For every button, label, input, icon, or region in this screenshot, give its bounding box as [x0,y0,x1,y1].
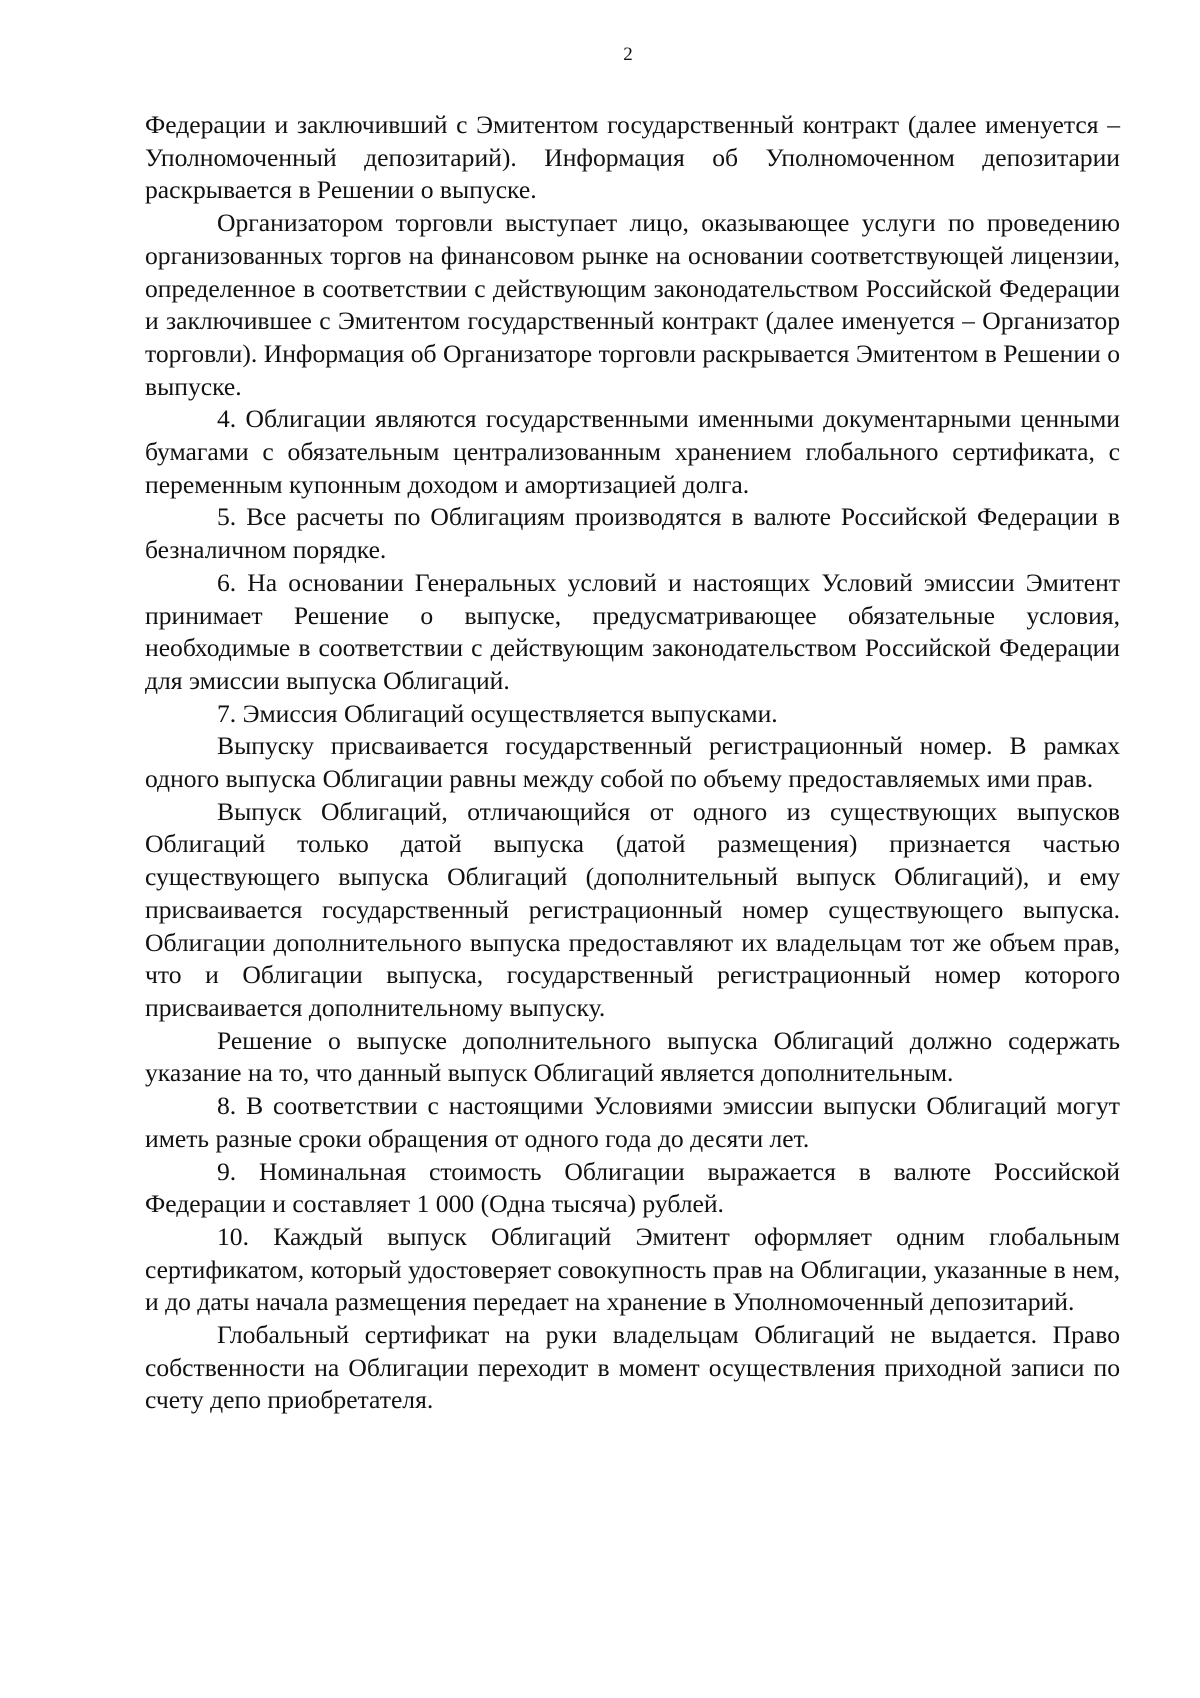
paragraph-registration-number: Выпуску присваивается государственный регистрационный номер. В рамках одного выпуска Облигации равны между собой по объему предоставляемых ими прав. [145,731,1120,794]
paragraph-additional-issue-decision: Решение о выпуске дополнительного выпуска Облигаций должно содержать указание на то, что данный выпуск Облигаций является дополнительным. [145,1025,1120,1088]
paragraph-item-10: 10. Каждый выпуск Облигаций Эмитент оформляет одним глобальным сертификатом, который удостоверяет совокупность прав на Облигации, указанные в нем, и до даты начала размещения передает на хранение в Уполномоченный депозитарий. [145,1221,1120,1317]
paragraph-trade-organizer: Организатором торговли выступает лицо, оказывающее услуги по проведению организованных торгов на финансовом рынке на основании соответствующей лицензии, определенное в соответствии с действующим законодательством Российской Федерации и заключившее с Эмитентом государственный контракт (далее именуется – Организатор торговли). Информация об Организаторе торговли раскрывается Эмитентом в Решении о выпуске. [145,208,1120,401]
paragraph-item-5: 5. Все расчеты по Облигациям производятся в валюте Российской Федерации в безналичном порядке. [145,502,1120,565]
paragraph-item-9: 9. Номинальная стоимость Облигации выражается в валюте Российской Федерации и составляет 1 000 (Одна тысяча) рублей. [145,1156,1120,1219]
page-number: 2 [623,44,633,65]
paragraph-item-6: 6. На основании Генеральных условий и настоящих Условий эмиссии Эмитент принимает Решение о выпуске, предусматривающее обязательные условия, необходимые в соответствии с действующим законодательством Российской Федерации для эмиссии выпуска Облигаций. [145,567,1120,695]
paragraph-authorized-depositary-continued: Федерации и заключивший с Эмитентом государственный контракт (далее именуется – Уполномоченный депозитарий). Информация об Уполномоченном депозитарии раскрывается в Решении о выпуске. [145,110,1120,205]
paragraph-item-7: 7. Эмиссия Облигаций осуществляется выпусками. [217,698,778,728]
paragraph-additional-issue: Выпуск Облигаций, отличающийся от одного из существующих выпусков Облигаций только датой выпуска (датой размещения) признается частью существующего выпуска Облигаций (дополнительный выпуск Облигаций), и ему присваивается государственный регистрационный номер существующего выпуска. Облигации дополнительного выпуска предоставляют их владельцам тот же объем прав, что и Облигации выпуска, государственный регистрационный номер которого присваивается дополнительному выпуску. [145,796,1120,1022]
paragraph-item-4: 4. Облигации являются государственными именными документарными ценными бумагами с обязательным централизованным хранением глобального сертификата, с переменным купонным доходом и амортизацией долга. [145,404,1120,499]
paragraph-item-8: 8. В соответствии с настоящими Условиями эмиссии выпуски Облигаций могут иметь разные сроки обращения от одного года до десяти лет. [145,1091,1120,1153]
document-body [145,109,1120,1417]
paragraph-global-certificate: Глобальный сертификат на руки владельцам Облигаций не выдается. Право собственности на Облигации переходит в момент осуществления приходной записи по счету депо приобретателя. [145,1320,1120,1415]
